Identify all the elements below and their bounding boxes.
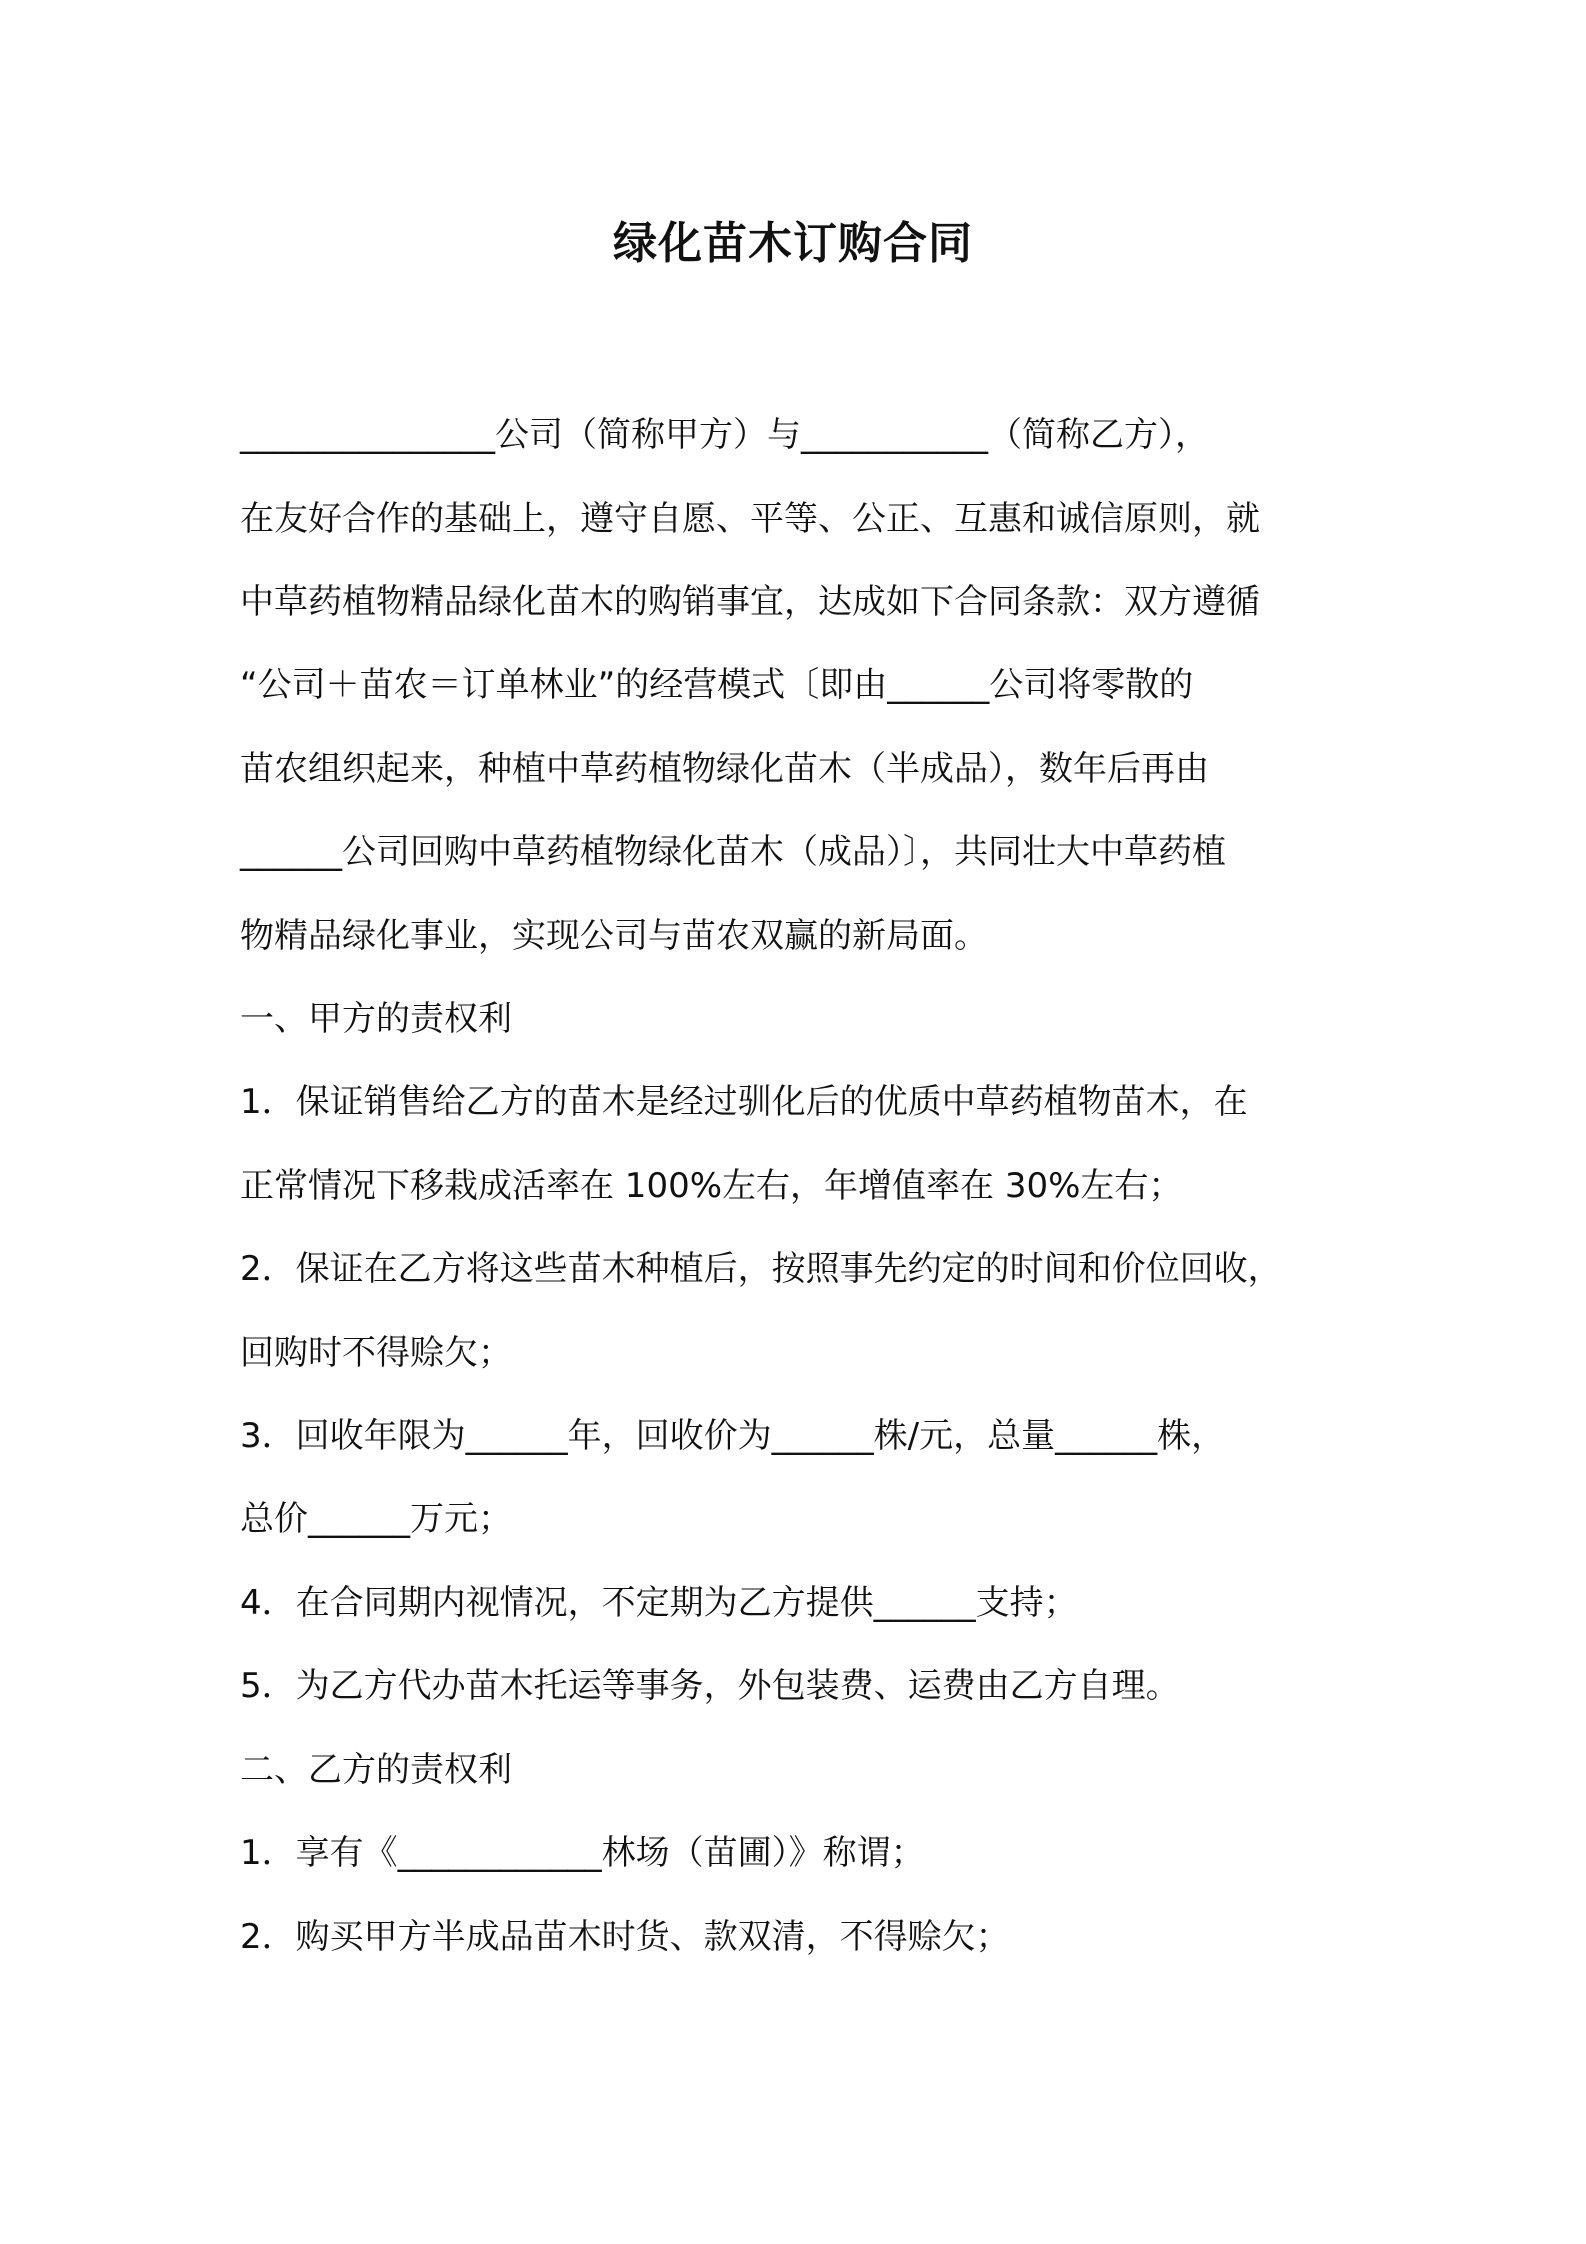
intro-line-2: 在友好合作的基础上，遵守自愿、平等、公正、互惠和诚信原则，就	[240, 499, 1260, 539]
clause-b1: 1．享有《____________林场（苗圃）》称谓；	[240, 1833, 925, 1873]
clause-a2-line-1: 2．保证在乙方将这些苗木种植后，按照事先约定的时间和价位回收，	[240, 1249, 1282, 1289]
clause-a1-line-1: 1．保证销售给乙方的苗木是经过驯化后的优质中草药植物苗木，在	[240, 1082, 1248, 1122]
clause-a3-line-1: 3．回收年限为______年，回收价为______株/元，总量______株，	[240, 1416, 1226, 1456]
intro-line-3: 中草药植物精品绿化苗木的购销事宜，达成如下合同条款：双方遵循	[240, 582, 1260, 622]
intro-line-1: _______________公司（简称甲方）与___________（简称乙方），	[240, 415, 1209, 455]
clause-b2: 2．购买甲方半成品苗木时货、款双清，不得赊欠；	[240, 1917, 1010, 1957]
section-heading-party-b: 二、乙方的责权利	[240, 1750, 512, 1790]
intro-line-5: 苗农组织起来，种植中草药植物绿化苗木（半成品），数年后再由	[240, 749, 1209, 789]
clause-a2-line-2: 回购时不得赊欠；	[240, 1333, 512, 1373]
intro-line-7: 物精品绿化事业，实现公司与苗农双赢的新局面。	[240, 916, 988, 956]
section-heading-party-a: 一、甲方的责权利	[240, 999, 512, 1039]
clause-a4: 4．在合同期内视情况，不定期为乙方提供______支持；	[240, 1583, 1078, 1623]
document-title: 绿化苗木订购合同	[613, 218, 973, 269]
clause-a5: 5．为乙方代办苗木托运等事务，外包装费、运费由乙方自理。	[240, 1666, 1180, 1706]
clause-a3-line-2: 总价______万元；	[240, 1499, 512, 1539]
intro-line-6: ______公司回购中草药植物绿化苗木（成品）〕，共同壮大中草药植	[240, 832, 1226, 872]
intro-line-4: “公司＋苗农＝订单林业”的经营模式〔即由______公司将零散的	[240, 665, 1194, 705]
clause-a1-line-2: 正常情况下移栽成活率在 100%左右，年增值率在 30%左右；	[240, 1166, 1183, 1206]
